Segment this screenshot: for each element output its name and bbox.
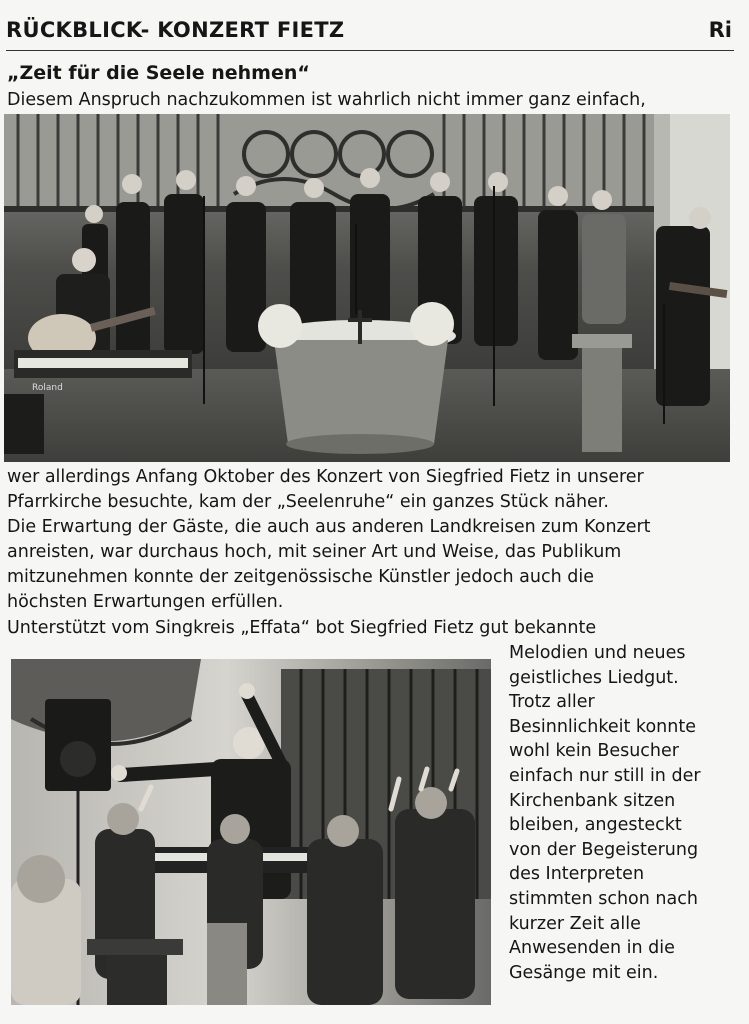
article-body-line: Die Erwartung der Gäste, die auch aus anderen Landkreisen zum Konzert <box>7 517 651 537</box>
article-column-line: stimmten schon nach <box>509 888 698 909</box>
article-column-line: wohl kein Besucher <box>509 741 679 762</box>
article-column-line: einfach nur still in der <box>509 765 701 786</box>
article-body-line: Unterstützt vom Singkreis „Effata“ bot Siegfried Fietz gut bekannte <box>7 618 597 638</box>
concert-choir-photo <box>4 114 730 462</box>
section-title: RÜCKBLICK- KONZERT FIETZ <box>6 18 345 42</box>
article-column-line: bleiben, angesteckt <box>509 815 682 836</box>
article-column-line: Gesänge mit ein. <box>509 962 659 983</box>
article-subtitle: „Zeit für die Seele nehmen“ <box>7 62 310 84</box>
article-body-line: höchsten Erwartungen erfüllen. <box>7 592 284 612</box>
article-column-line: Kirchenbank sitzen <box>509 790 676 811</box>
article-column-line: geistliches Liedgut. <box>509 667 679 688</box>
article-column-line: des Interpreten <box>509 864 645 885</box>
article-column-line: Anwesenden in die <box>509 938 675 959</box>
article-side-column <box>509 641 741 985</box>
article-body-line: mitzunehmen konnte der zeitgenössische Künstler jedoch auch die <box>7 567 594 587</box>
article-column-line: Trotz aller <box>509 692 595 713</box>
article-column-line: Melodien und neues <box>509 643 686 663</box>
page-header <box>6 18 734 51</box>
article-body-line: Pfarrkirche besuchte, kam der „Seelenruhe“ ein ganzes Stück näher. <box>7 492 609 512</box>
article-body-line: anreisten, war durchaus hoch, mit seiner Art und Weise, das Publikum <box>7 542 622 562</box>
section-abbreviation: Ri <box>708 18 732 42</box>
children-singing-photo <box>11 659 491 1005</box>
article-column-line: Besinnlichkeit konnte <box>509 716 696 737</box>
article-body-line: wer allerdings Anfang Oktober des Konzert von Siegfried Fietz in unserer <box>7 467 644 487</box>
article-lead: Diesem Anspruch nachzukommen ist wahrlich nicht immer ganz einfach, <box>7 90 646 110</box>
article-column-line: von der Begeisterung <box>509 839 699 860</box>
keyboard-brand-label: Roland <box>32 383 63 393</box>
article-column-line: kurzer Zeit alle <box>509 913 641 934</box>
